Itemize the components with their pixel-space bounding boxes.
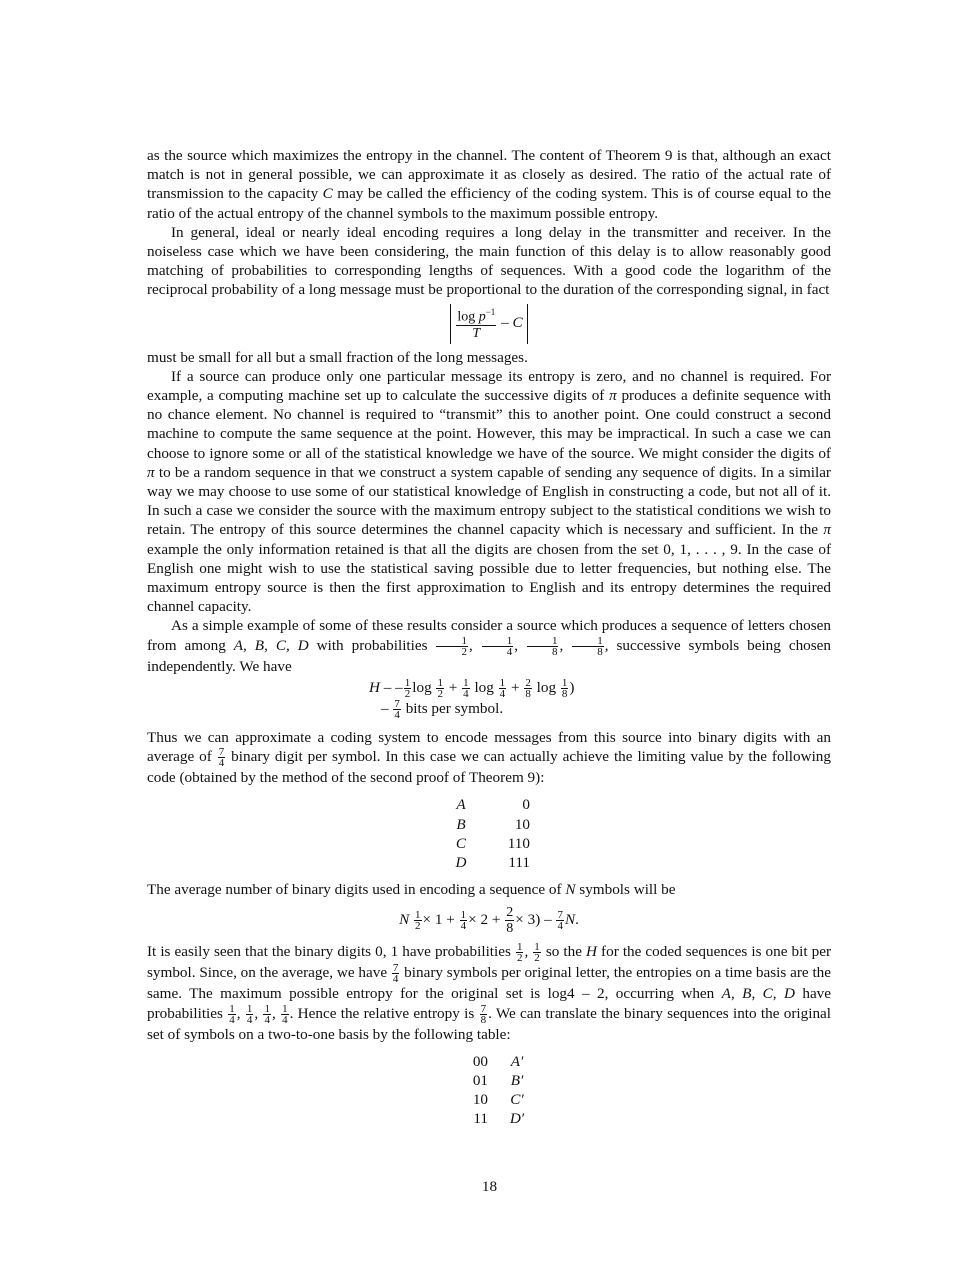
- code-row: C 110: [455, 834, 530, 852]
- pair-table: [440, 1052, 538, 1129]
- abs-denominator: T: [472, 326, 481, 342]
- paragraph-5: As a simple example of some of these results consider a source which produces a sequence of letters chosen from among A, B, C, D with probabilities $\frac{1}{2}$ , $\frac{1}{4}$ , $\frac{1}{8}$ , $\frac{1}{8}$ , successive symbols being chosen independently. We have: [147, 617, 831, 675]
- paragraph-2: In general, ideal or nearly ideal encoding requires a long delay in the transmitter and receiver. In the noiseless case which we have been considering, the main function of this delay is to allow reasonably good matching of probabilities to corresponding lengths of sequences. With a good code the logarithm of the reciprocal probability of a long message must be proportional to the duration of the corresponding signal, in fact: [147, 223, 831, 299]
- code-row: D 111: [455, 853, 530, 871]
- pair-row: 11 D′: [473, 1110, 525, 1128]
- page-number: 18: [481, 1178, 498, 1195]
- paragraph-7: The average number of binary digits used in encoding a sequence of N symbols will be: [147, 881, 676, 899]
- abs-numerator: $\log p^{-1}$: [456, 304, 496, 327]
- pair-row: 10 C′: [472, 1091, 524, 1109]
- equation-H: H – – $\frac{1}{2}$ log $\frac{1}{2}$ + $\frac{1}{4}$ log $\frac{1}{4}$ + $\frac{2}{8}$ log $\frac{1}{8}$ ) – $\frac{7}{4}$ bits per symbol.: [369, 676, 575, 721]
- paragraph-8: It is easily seen that the binary digits 0, 1 have probabilities $\frac{1}{2}$ , $\frac{1}{2}$ so the H for the coded sequences is one bit per symbol. Since, on the average, we have $\frac{7}{4}$ binary symbols per original letter, the entropies on a time basis are the same. The maximum possible entropy for the original set is log4 – 2, occurring when A, B, C, D have probabilities $\frac{1}{4}$ , $\frac{1}{4}$ , $\frac{1}{4}$ , $\frac{1}{4}$ . Hence the relative entropy is $\frac{7}{8}$ . We can translate the binary sequences into the original set of symbols on a two-to-one basis by the following table:: [147, 941, 832, 1043]
- paragraph-1: as the source which maximizes the entropy in the channel. The content of Theorem 9 is that, although an exact match is not in general possible, we can approximate it as closely as desired. The ratio of the actual rate of transmission to the capacity C may be called the efficiency of the coding system. This is of course equal to the ratio of the actual entropy of the channel symbols to the maximum possible entropy.: [147, 147, 831, 222]
- code-row: B 10: [456, 815, 530, 833]
- pair-row: 01 B′: [472, 1071, 524, 1089]
- equation-abs: $\frac{\log p^{-1}}{T}$ – C: [147, 304, 831, 344]
- pair-row: 00 A′: [472, 1052, 524, 1070]
- equation-N: N $\frac{1}{2}$ × 1 + $\frac{1}{4}$ × 2 + $\frac{2}{8}$ × 3) – $\frac{7}{4}$ N.: [399, 905, 579, 937]
- code-row: A 0: [456, 796, 530, 814]
- code-table: [440, 795, 538, 872]
- paragraph-3: must be small for all but a small fraction of the long messages.: [147, 348, 528, 366]
- paragraph-4: If a source can produce only one particular message its entropy is zero, and no channel is required. For example, a computing machine set up to calculate the successive digits of π produces a definite sequence with no chance element. No channel is required to “transmit” this to another point. One could construct a second machine to compute the same sequence at the point. However, this may be impractical. In such a case we can choose to ignore some or all of the statistical knowledge we have of the source. We might consider the digits of π to be a random sequence in that we construct a system capable of sending any sequence of digits. In a similar way we may choose to use some of our statistical knowledge of English in constructing a code, but not all of it. In such a case we consider the source with the maximum entropy subject to the statistical conditions we wish to retain. The entropy of this source determines the channel capacity which is necessary and sufficient. In the π example the only information retained is that all the digits are chosen from the set 0, 1, . . . , 9. In the case of English one might wish to use the statistical saving possible due to letter frequencies, but nothing else. The maximum entropy source is then the first approximation to English and its entropy determines the required channel capacity.: [147, 367, 832, 616]
- page-body: [147, 146, 831, 1131]
- paragraph-6: Thus we can approximate a coding system to encode messages from this source into binary digits with an average of $\frac{7}{4}$ binary digit per symbol. In this case we can actually achieve the limiting value by the following code (obtained by the method of the second proof of Theorem 9):: [147, 728, 831, 787]
